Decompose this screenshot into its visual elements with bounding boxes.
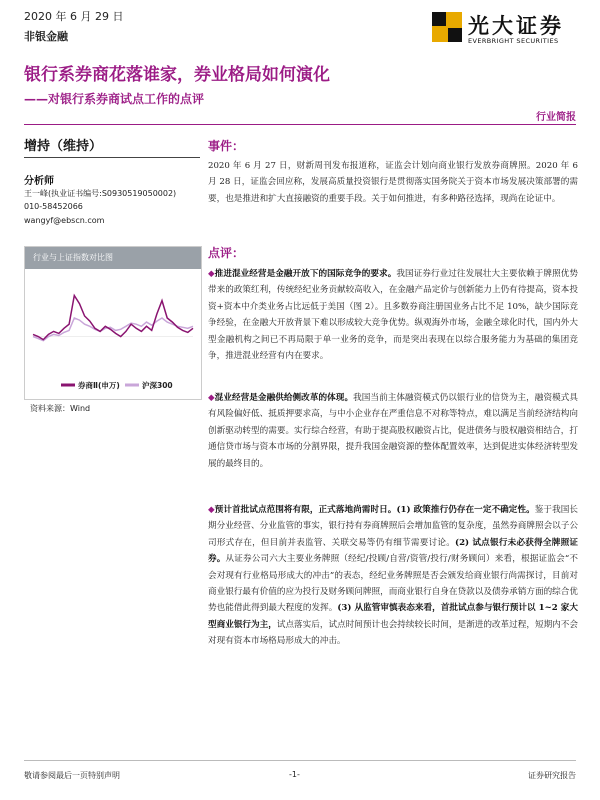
industry-category: 非银金融 (24, 30, 68, 43)
paragraph-3-body-1: 鉴于我国长期分业经营、分业监管的事实，银行持有券商牌照后会增加监管的复杂度，虽然券商牌照会以子公司形式存在，但目前并表监管、关联交易等仍有细节需要讨论。 (208, 505, 578, 548)
paragraph-3-point-3: (3) 从监管审慎表态来看，首批试点参与银行预计以 1~2 家大型商业银行为主， (208, 603, 578, 630)
report-title: 银行系券商花落谁家，券业格局如何演化 (24, 65, 330, 85)
header-divider (24, 124, 576, 125)
chart-title-bar (25, 247, 201, 269)
bullet-icon: ◆ (208, 393, 215, 403)
chart-title: 行业与上证指数对比图 (33, 253, 113, 262)
report-type: 行业简报 (536, 112, 576, 123)
comparison-chart (24, 246, 202, 400)
bullet-icon: ◆ (208, 269, 215, 279)
comment-heading: 点评： (208, 246, 245, 260)
rating: 增持（维持） (24, 139, 103, 154)
event-heading: 事件： (208, 139, 245, 153)
analyst-phone: 010-58452066 (24, 202, 83, 211)
footer-report-label: 证券研究报告 (528, 771, 576, 780)
series-line-2 (33, 318, 193, 341)
bullet-icon: ◆ (208, 505, 215, 515)
comment-paragraph-3 (208, 502, 578, 650)
rating-divider (24, 157, 200, 158)
paragraph-3-body-2: 从证券公司六大主要业务牌照（经纪/投顾/自营/资管/投行/财务顾问）来看，根据证监会“不会对现有行业格局形成大的冲击”的表态，经纪业务牌照是否会颁发给商业银行尚需探讨，目前对商业银行最有价值的应为投行及财务顾问牌照，而商业银行自身在贷款以及债券承销方面的综合优势也能借此得到最大程度的发挥。 (208, 554, 578, 614)
analyst-name: 王一峰(执业证书编号:S0930519050002) (24, 189, 177, 198)
paragraph-1-body: 我国证券行业过往发展壮大主要依赖于牌照优势带来的政策红利，传统经纪业务贡献较高收入，在金融产品定价与创新能力上仍有待提高，资本投资+资本中介类业务占比远低于美国（图 2）。且多数券商注册国业务占比不足 10%，缺少国际竞争经验，在金融大开放背景下难以形成较大竞争优势。纵观海外市场，金融全球化时代，国内外大型金融机构之间已不再局限于单一业务的竞争，而是突出表现在以综合服务能力为基础的集团竞争，推进混业经营有内在要求。 (208, 269, 578, 362)
analyst-label: 分析师 (24, 176, 54, 187)
legend-label-2: 沪深300 (142, 381, 173, 390)
paragraph-1-lead: 推进混业经营是金融开放下的国际竞争的要求。 (214, 269, 397, 279)
analyst-email: wangyf@ebscn.com (24, 216, 105, 225)
chart-plot (25, 269, 201, 399)
paragraph-3-lead: 预计首批试点范围将有限，正式落地尚需时日。 (214, 505, 397, 515)
company-logo (432, 10, 582, 50)
paragraph-3-point-1: (1) 政策推行仍存在一定不确定性。 (396, 505, 535, 515)
legend-label-1: 券商Ⅱ(申万) (78, 381, 120, 390)
footer-disclaimer: 敬请参阅最后一页特别声明 (24, 771, 120, 780)
paragraph-2-lead: 混业经营是金融供给侧改革的体现。 (214, 393, 354, 403)
paragraph-3-point-2: (2) 试点银行未必获得全牌照证券。 (208, 537, 578, 565)
event-paragraph: 2020 年 6 月 27 日，财新周刊发布报道称，证监会计划向商业银行发放券商牌照。2020 年 6 月 28 日，证监会回应称，发展高质量投资银行是贯彻落实国务院关于资本市场发展决策部署的需要，也是推进和扩大直接融资的重要手段。关于如何推进，有多种路径选择，现尚在论证中。 (208, 161, 578, 204)
paragraph-3-body-3: 试点落实后，试点时间预计也会持续较长时间，是渐进的改革过程，短期内不会对现有资本市场格局形成大的冲击。 (208, 619, 578, 647)
comment-paragraph-1 (208, 266, 578, 364)
report-date: 2020 年 6 月 29 日 (24, 10, 124, 23)
chart-source: 资料来源：Wind (30, 404, 91, 413)
series-line-1 (33, 296, 193, 340)
logo-mark-icon (432, 12, 462, 42)
logo-english-text: EVERBRIGHT SECURITIES (468, 37, 559, 45)
footer-divider (24, 760, 576, 761)
logo-text: 光大证券 (468, 13, 564, 38)
comment-paragraph-2 (208, 390, 578, 472)
paragraph-2-body: 我国当前主体融资模式仍以银行业的信贷为主，融资模式具有风险偏好低、抵质押要求高，与中小企业存在严重信息不对称等特点，难以满足当前经济结构向创新驱动转型的需要。实行综合经营，有助于提高股权融资占比，促进债务与股权融资相结合，打通信贷市场与资本市场的分割界限，提升我国金融资源的整体配置效率，达到促进实体经济转型发展的最终目的。 (208, 393, 578, 469)
page-number: -1- (289, 770, 300, 779)
report-subtitle: ——对银行系券商试点工作的点评 (24, 92, 205, 106)
